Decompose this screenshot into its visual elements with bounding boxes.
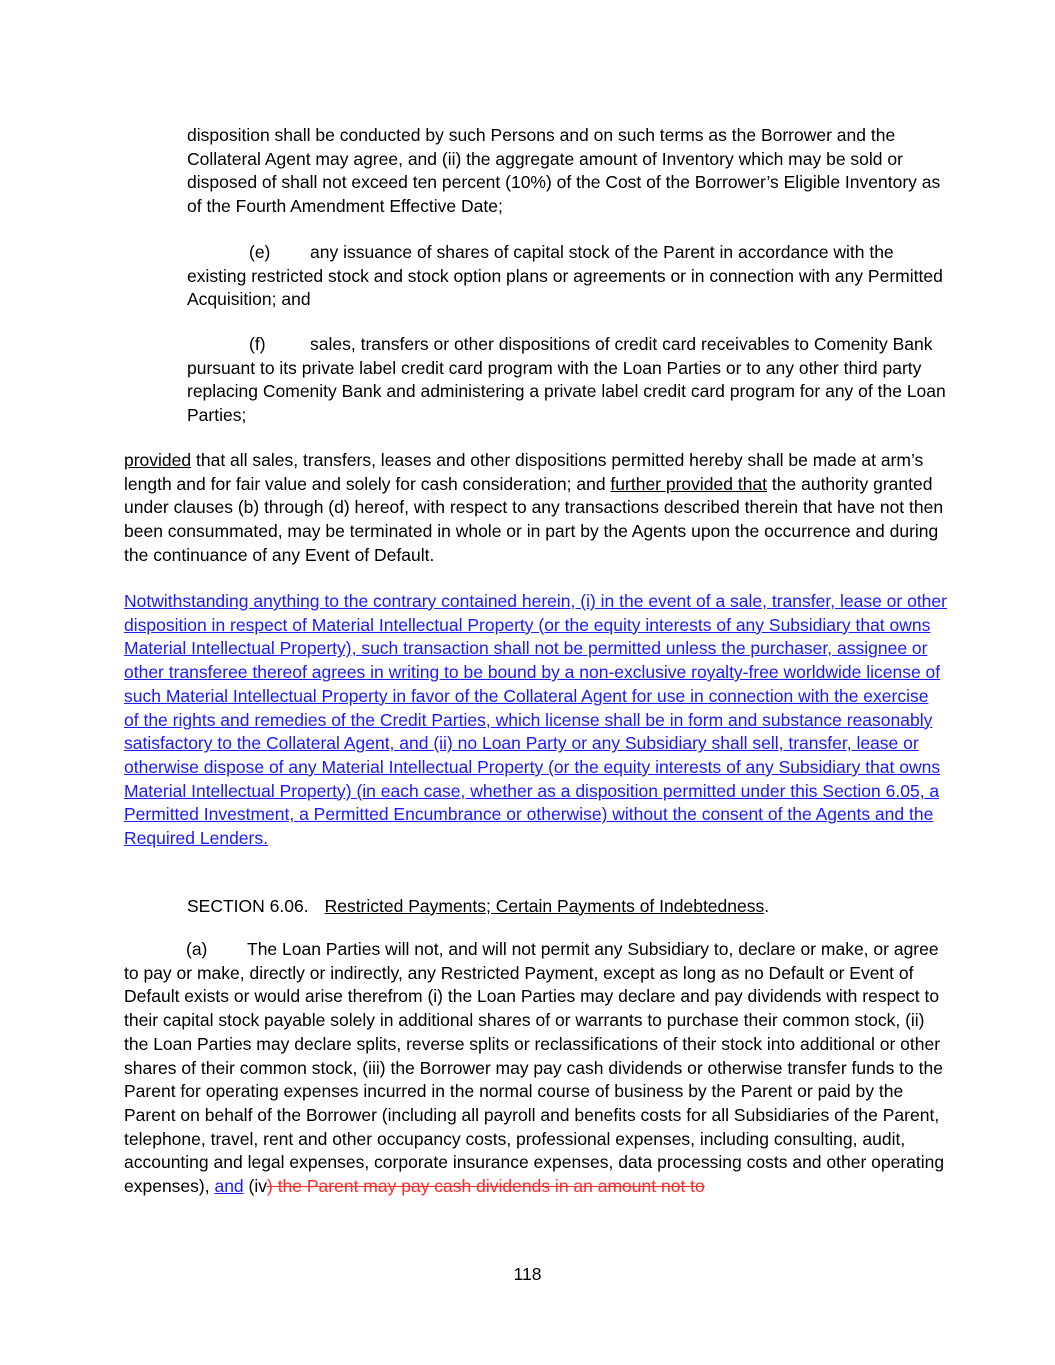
further-provided-term: further provided that: [610, 473, 768, 494]
clause-a-label: (a): [186, 939, 208, 959]
proviso-text-1: that all sales, transfers, leases and other dispositions permitted hereby shall be made at arm’s length and for fair value and solely for cash consideration; and: [124, 450, 924, 494]
section-number: SECTION 6.06.: [187, 896, 309, 916]
deleted-text: ) the Parent may pay cash dividends in an amount not to: [267, 1176, 705, 1197]
inserted-ip-paragraph: Notwithstanding anything to the contrary contained herein, (i) in the event of a sale, transfer, lease or other disposition in respect of Material Intellectual Property (or the equity interests of any Subsidiary that owns Material Intellectual Property), such transaction shall not be permitted unless the purchaser, assignee or other transferee thereof agrees in writing to be bound by a non-exclusive royalty-free worldwide license of such Material Intellectual Property in favor of the Collateral Agent for use in connection with the exercise of the rights and remedies of the Credit Parties, which license shall be in form and substance reasonably satisfactory to the Collateral Agent, and (ii) no Loan Party or any Subsidiary shall sell, transfer, lease or otherwise dispose of any Material Intellectual Property (or the equity interests of any Subsidiary that owns Material Intellectual Property) (in each case, whether as a disposition permitted under this Section 6.05, a Permitted Investment, a Permitted Encumbrance or otherwise) without the consent of the Agents and the Required Lenders.: [124, 591, 947, 849]
clause-f-text: sales, transfers or other dispositions of credit card receivables to Comenity Bank pursuant to its private label credit card program with the Loan Parties or to any other third party replacing Comenity Bank and administering a private label credit card program for any of the Loan Parties;: [187, 334, 946, 426]
clause-f-label: (f): [249, 334, 266, 354]
provided-term: provided: [124, 450, 192, 470]
paragraph-disposition: disposition shall be conducted by such Persons and on such terms as the Borrower and the Collateral Agent may agree, and (ii) the aggregate amount of Inventory which may be sold or disposed of shall not exceed ten percent (10%) of the Cost of the Borrower’s Eligible Inventory as of the Fourth Amendment Effective Date;: [187, 125, 941, 217]
section-period: .: [764, 896, 770, 916]
clause-a-text: The Loan Parties will not, and will not permit any Subsidiary to, declare or make, or agree to pay or make, directly or indirectly, any Restricted Payment, except as long as no Default or Event of Default exists or would arise therefrom (i) the Loan Parties may declare and pay dividends with respect to their capital stock payable solely in additional shares of or warrants to purchase their common stock, (ii) the Loan Parties may declare splits, reverse splits or reclassifications of their stock into additional or other shares of their common stock, (iii) the Borrower may pay cash dividends or otherwise transfer funds to the Parent for operating expenses incurred in the normal course of business by the Parent or paid by the Parent on behalf of the Borrower (including all payroll and benefits costs for all Subsidiaries of the Parent, telephone, travel, rent and other occupancy costs, professional expenses, including consulting, audit, accounting and legal expenses, corporate insurance expenses, data processing costs and other operating expenses),: [124, 939, 945, 1197]
proviso-text-2: the authority granted under clauses (b) through (d) hereof, with respect to any transactions described therein that have not then been consummated, may be terminated in whole or in part by the Agents upon the occurrence and during the continuance of any Event of Default.: [124, 473, 944, 565]
inserted-and: and: [214, 1176, 244, 1197]
proviso-paragraph: [124, 449, 947, 568]
clause-a-iv: (iv: [243, 1176, 267, 1197]
clause-e: [187, 241, 947, 312]
section-title: Restricted Payments; Certain Payments of Indebtedness: [324, 896, 765, 916]
section-heading: [187, 895, 947, 919]
clause-e-text: any issuance of shares of capital stock of the Parent in accordance with the existing restricted stock and stock option plans or agreements or in connection with any Permitted Acquisition; and: [187, 242, 943, 310]
clause-f: [187, 333, 947, 428]
page-number: 118: [513, 1264, 542, 1284]
clause-a: [124, 938, 947, 1199]
clause-e-label: (e): [249, 242, 271, 262]
